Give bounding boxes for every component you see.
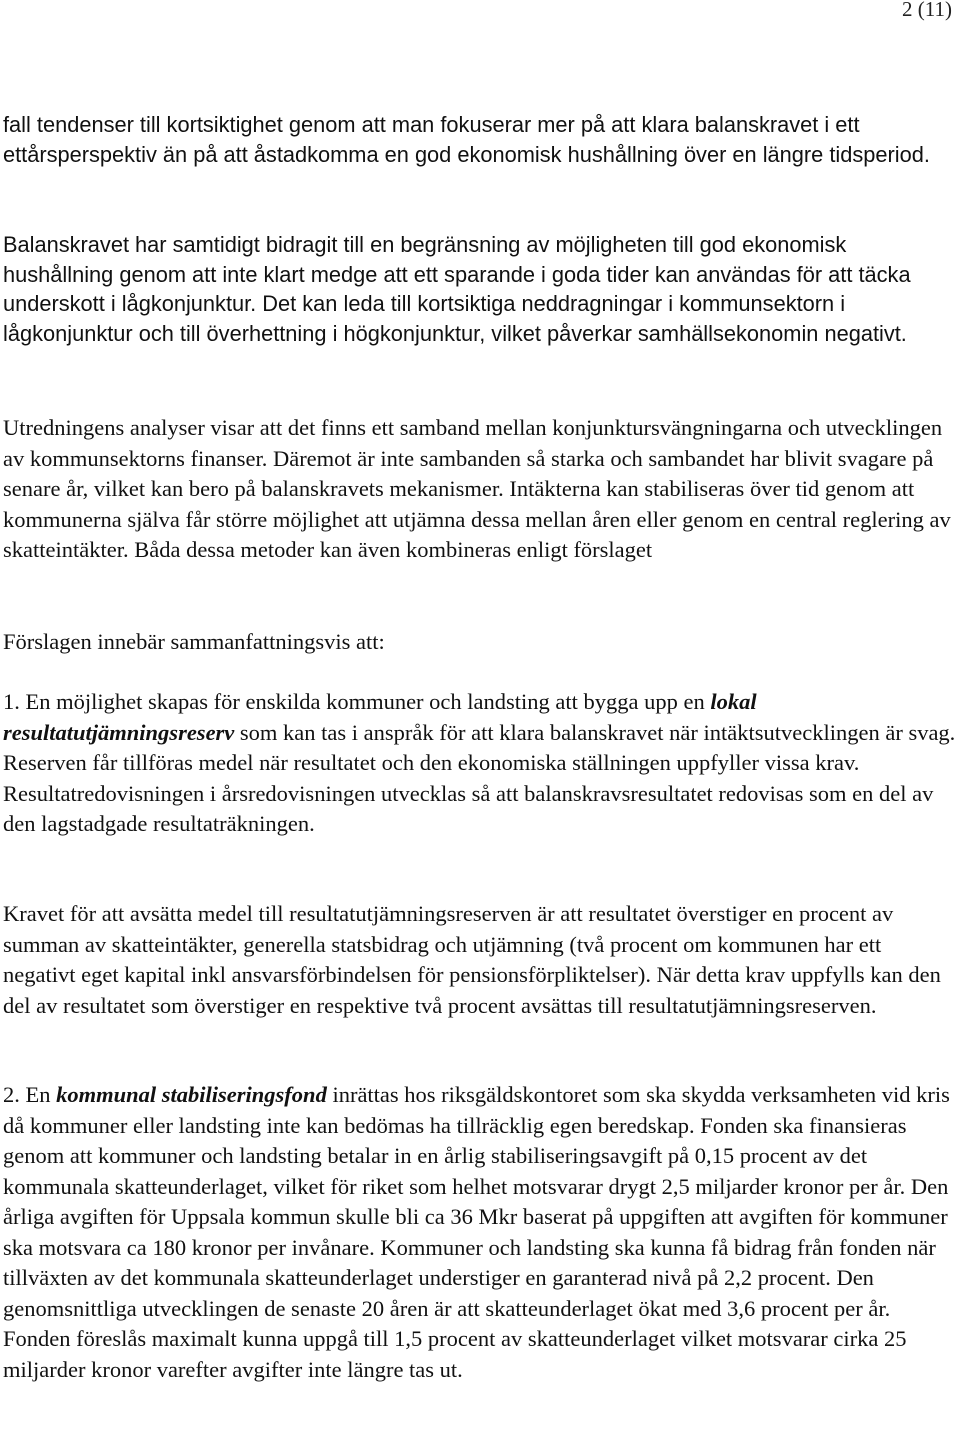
paragraph-3-text: Utredningens analyser visar att det finns ett samband mellan konjunktursvängningarna och utvecklingen av kommunsektorns finanser. Däremot är inte sambanden så starka och sambandet har blivit svagare på senare år, vilket kan bero på balanskravets mekanismer. Intäkterna kan stabiliseras över tid genom att kommunerna själva får större möjlighet att utjämna dessa mellan åren eller genom en central reglering av skatteintäkter. Båda dessa metoder kan även kombineras enligt förslaget xyxy=(3,415,951,562)
paragraph-5 xyxy=(3,687,957,840)
paragraph-6 xyxy=(3,899,957,1021)
paragraph-2-part-b: Det kan leda till kortsiktiga neddragningar i kommunsektorn i lågkonjunktur och till överhettning i högkonjunktur, vilket påverkar samhällsekonomin negativt. xyxy=(3,291,907,346)
paragraph-5-body: som kan tas i anspråk för att klara balanskravet när intäktsutvecklingen är svag. Reserven får tillföras medel när resultatet och den ekonomiska ställningen uppfyller vissa krav. Resultatredovisningen i årsredovisningen utvecklas så att balanskravsresultatet redovisas som en del av den lagstadgade resultaträkningen. xyxy=(3,719,956,836)
paragraph-4 xyxy=(3,627,957,658)
paragraph-1 xyxy=(3,110,957,169)
paragraph-5-intro: 1. En möjlighet skapas för enskilda kommuner och landsting att bygga upp en xyxy=(3,689,711,714)
page-number: 2 (11) xyxy=(902,0,952,21)
paragraph-7-intro: 2. En xyxy=(3,1082,57,1107)
paragraph-6-text: Kravet för att avsätta medel till resultatutjämningsreserven är att resultatet överstiger en procent av summan av skatteintäkter, generella statsbidrag och utjämning (två procent om kommunen har ett negativt eget kapital inkl ansvarsförbindelsen för pensionsförpliktelser). När detta krav uppfylls kan den del av resultatet som överstiger en respektive två procent avsättas till resultatutjämningsreserven. xyxy=(3,901,941,1018)
paragraph-2 xyxy=(3,230,957,348)
paragraph-7-text xyxy=(3,1080,957,1385)
paragraph-2-text xyxy=(3,230,957,348)
emphasis-kommunal-stabiliseringsfond: kommunal stabiliseringsfond xyxy=(56,1082,327,1107)
paragraph-2-part-a: Balanskravet har samtidigt bidragit till en begränsning av möjligheten till god ekonomisk hushållning genom att inte klart medge att ett sparande i goda tider kan användas för att täcka underskott i lågkonjunktur. xyxy=(3,232,911,316)
paragraph-3 xyxy=(3,413,957,566)
emphasis-lokal-resultatutjamningsreserv: lokal resultatutjämningsreserv xyxy=(3,689,757,745)
paragraph-4-text: Förslagen innebär sammanfattningsvis att: xyxy=(3,629,385,654)
paragraph-7-body: inrättas hos riksgäldskontoret som ska skydda verksamheten vid kris då kommuner eller landsting inte kan bedömas ha tillräcklig egen beredskap. Fonden ska finansieras genom att kommuner och landsting betalar in en årlig stabiliseringsavgift på 0,15 procent av det kommunala skatteunderlaget, vilket för riket som helhet motsvarar drygt 2,5 miljarder kronor per år. Den årliga avgiften för Uppsala kommun skulle bli ca 36 Mkr baserat på uppgiften att avgiften för kommuner ska motsvara ca 180 kronor per invånare. Kommuner och landsting ska kunna få bidrag från fonden när tillväxten av det kommunala skatteunderlaget understiger en garanterad nivå på 2,2 procent. Den genomsnittliga utvecklingen de senaste 20 åren är att skatteunderlaget ökat med 3,6 procent per år. Fonden föreslås maximalt kunna uppgå till 1,5 procent av skatteunderlaget vilket motsvarar cirka 25 miljarder kronor varefter avgifter inte längre tas ut. xyxy=(3,1082,950,1382)
paragraph-1-text: fall tendenser till kortsiktighet genom att man fokuserar mer på att klara balanskravet i ett ettårsperspektiv än på att åstadkomma en god ekonomisk hushållning över en längre tidsperiod. xyxy=(3,112,930,167)
paragraph-7 xyxy=(3,1080,957,1385)
paragraph-5-text xyxy=(3,687,957,840)
